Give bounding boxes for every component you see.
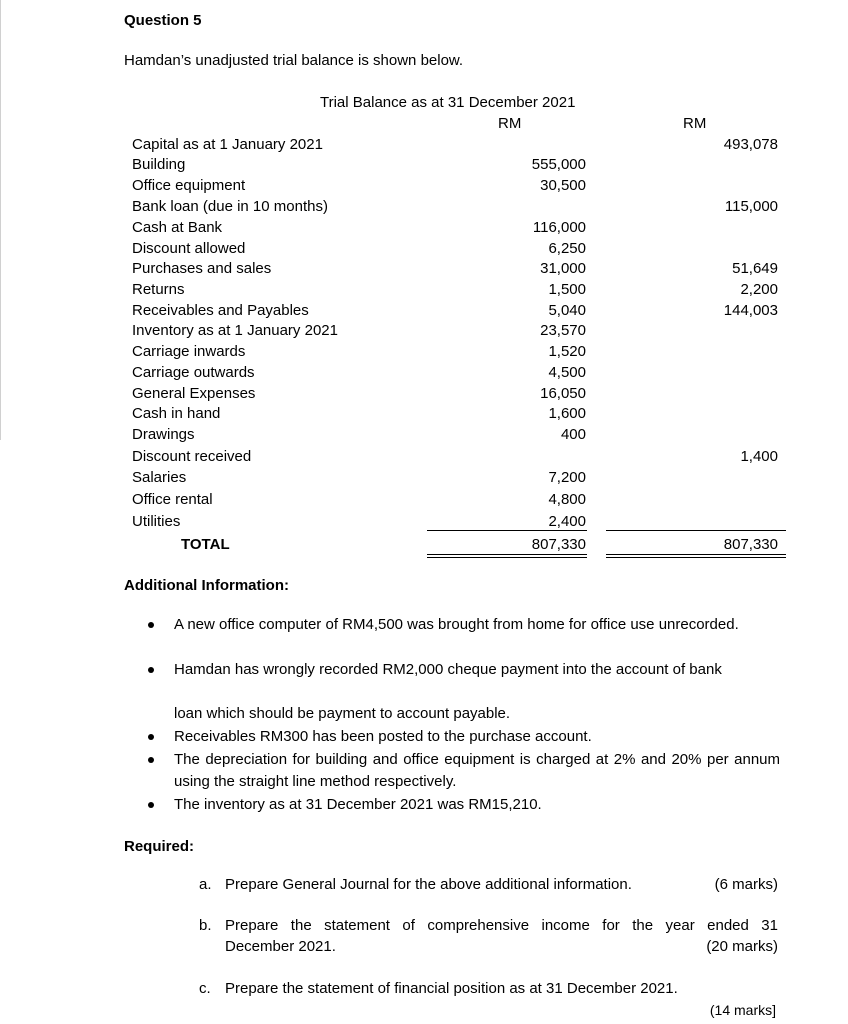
debit-total-rule — [427, 530, 587, 531]
trial-balance-row-debit: 7,200 — [548, 469, 586, 486]
trial-balance-row-label: Discount allowed — [132, 240, 246, 257]
bullet-dot — [148, 622, 154, 628]
required-b-text-line1: Prepare the statement of comprehensive income for the year ended 31 — [225, 917, 778, 934]
total-debit-value: 807,330 — [531, 536, 586, 553]
bullet-dot — [148, 802, 154, 808]
total-label: TOTAL — [181, 536, 230, 553]
bullet-dot — [148, 757, 154, 763]
trial-balance-row-label: Discount received — [132, 448, 252, 465]
trial-balance-row-label: Returns — [132, 281, 185, 298]
debit-double-rule-top — [427, 554, 587, 555]
trial-balance-row-credit: 51,649 — [732, 260, 778, 277]
trial-balance-row-credit: 2,200 — [740, 281, 778, 298]
additional-info-heading: Additional Information: — [124, 577, 289, 594]
info-item-bank-loan: Hamdan has wrongly recorded RM2,000 cheque payment into the account of bank — [174, 661, 722, 678]
trial-balance-row-debit: 30,500 — [540, 177, 586, 194]
credit-total-rule — [606, 530, 786, 531]
info-item-receivables: Receivables RM300 has been posted to the purchase account. — [174, 728, 592, 745]
bullet-dot — [148, 734, 154, 740]
page-left-edge — [0, 0, 1, 440]
question-title: Question 5 — [124, 12, 202, 29]
trial-balance-row-label: Receivables and Payables — [132, 302, 309, 319]
trial-balance-row-label: Carriage outwards — [132, 364, 255, 381]
trial-balance-row-label: Office rental — [132, 491, 213, 508]
trial-balance-row-debit: 400 — [560, 426, 586, 443]
trial-balance-row-label: Salaries — [132, 469, 187, 486]
trial-balance-row-debit: 31,000 — [540, 260, 586, 277]
trial-balance-row-label: Drawings — [132, 426, 195, 443]
trial-balance-row-debit: 4,500 — [548, 364, 586, 381]
credit-double-rule-top — [606, 554, 786, 555]
credit-double-rule-bottom — [606, 557, 786, 558]
trial-balance-row-label: Purchases and sales — [132, 260, 272, 277]
trial-balance-row-debit: 5,040 — [548, 302, 586, 319]
required-a-letter: a. — [199, 876, 212, 893]
trial-balance-row-label: Cash in hand — [132, 405, 221, 422]
trial-balance-row-label: Building — [132, 156, 186, 173]
trial-balance-row-credit: 1,400 — [740, 448, 778, 465]
info-item-computer: A new office computer of RM4,500 was brought from home for office use unrecorded. — [174, 616, 739, 633]
trial-balance-row-debit: 6,250 — [548, 240, 586, 257]
info-item-inventory: The inventory as at 31 December 2021 was RM15,210. — [174, 796, 542, 813]
trial-balance-row-debit: 1,600 — [548, 405, 586, 422]
total-credit-value: 807,330 — [723, 536, 778, 553]
trial-balance-row-debit: 1,500 — [548, 281, 586, 298]
info-item-bank-loan-continued: loan which should be payment to account payable. — [174, 705, 511, 722]
required-b-marks: (20 marks) — [706, 938, 778, 955]
trial-balance-title: Trial Balance as at 31 December 2021 — [320, 94, 576, 111]
required-c-letter: c. — [199, 980, 211, 997]
trial-balance-row-debit: 555,000 — [531, 156, 586, 173]
trial-balance-row-label: Office equipment — [132, 177, 246, 194]
required-b-letter: b. — [199, 917, 212, 934]
trial-balance-row-credit: 144,003 — [723, 302, 778, 319]
trial-balance-row-label: Carriage inwards — [132, 343, 246, 360]
trial-balance-row-debit: 116,000 — [532, 219, 586, 236]
trial-balance-row-debit: 16,050 — [540, 385, 586, 402]
trial-balance-row-label: Capital as at 1 January 2021 — [132, 136, 323, 153]
required-a-text: Prepare General Journal for the above additional information. — [225, 876, 632, 893]
required-c-text: Prepare the statement of financial position as at 31 December 2021. — [225, 980, 678, 997]
required-heading: Required: — [124, 838, 195, 855]
credit-column-header: RM — [683, 115, 707, 132]
trial-balance-row-debit: 2,400 — [548, 513, 586, 530]
trial-balance-row-debit: 1,520 — [548, 343, 586, 360]
trial-balance-row-label: General Expenses — [132, 385, 256, 402]
debit-double-rule-bottom — [427, 557, 587, 558]
trial-balance-row-debit: 23,570 — [540, 322, 586, 339]
intro-text: Hamdan’s unadjusted trial balance is shown below. — [124, 52, 464, 69]
required-c-marks: (14 marks] — [709, 1002, 776, 1018]
required-a-marks: (6 marks) — [714, 876, 778, 893]
required-b-text-line2: December 2021. — [225, 938, 336, 955]
trial-balance-row-credit: 115,000 — [724, 198, 778, 215]
bullet-dot — [148, 667, 154, 673]
trial-balance-row-credit: 493,078 — [723, 136, 778, 153]
trial-balance-row-label: Utilities — [132, 513, 181, 530]
trial-balance-row-label: Cash at Bank — [132, 219, 223, 236]
info-item-depreciation: The depreciation for building and office equipment is charged at 2% and 20% per annum using the straight line method respectively. — [174, 751, 780, 790]
trial-balance-row-debit: 4,800 — [548, 491, 586, 508]
trial-balance-row-label: Inventory as at 1 January 2021 — [132, 322, 338, 339]
trial-balance-row-label: Bank loan (due in 10 months) — [132, 198, 328, 215]
debit-column-header: RM — [498, 115, 522, 132]
